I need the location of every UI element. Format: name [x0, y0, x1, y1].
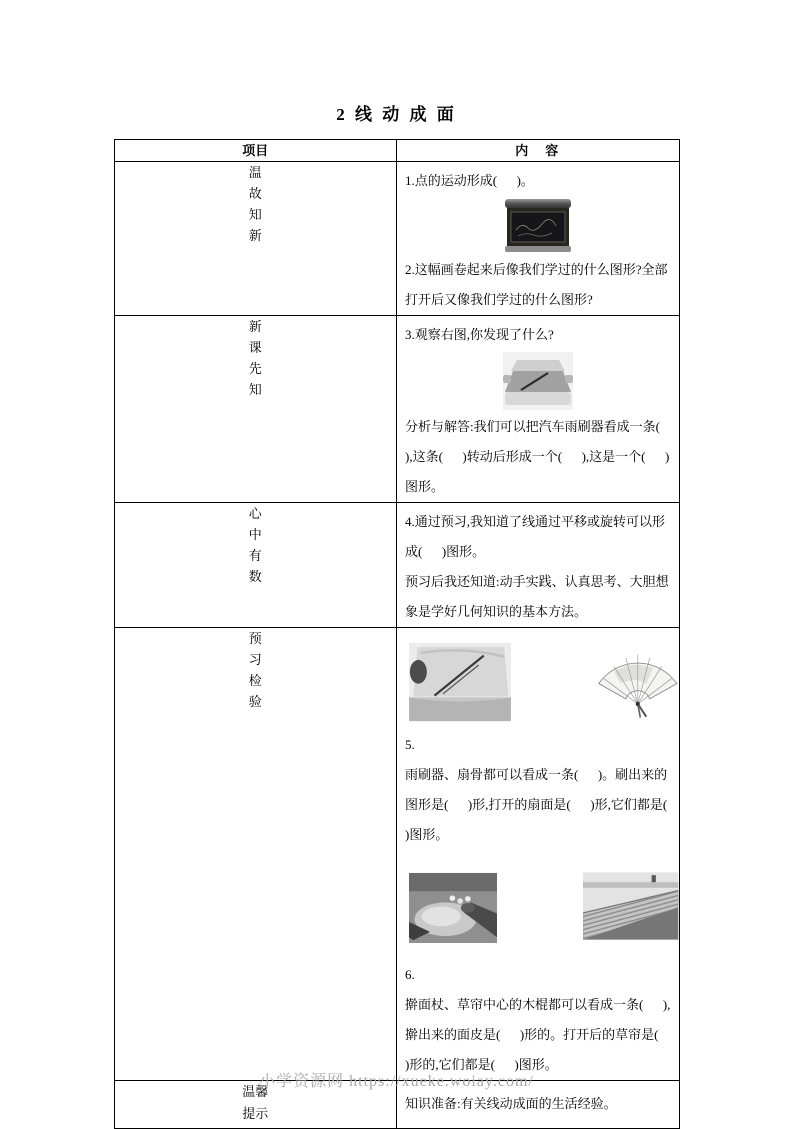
row-label-text: 温馨提示	[242, 1084, 269, 1121]
question-1-text: 1.点的运动形成( )。	[405, 173, 534, 188]
question-6-text: 擀面杖、草帘中心的木棍都可以看成一条( ),擀出来的面皮是( )形的。打开后的草帘是( )形的,它们都是( )图形。	[405, 997, 678, 1072]
check-images-row-2	[397, 850, 679, 960]
row-content-check	[397, 628, 687, 1081]
row-label-text: 温故知新	[248, 165, 262, 243]
table-row	[114, 628, 679, 1081]
question-6-number: 6.	[405, 967, 415, 982]
scroll-painting-icon	[504, 198, 572, 253]
table-row	[114, 503, 679, 628]
question-5-text: 雨刷器、扇骨都可以看成一条( )。刷出来的图形是( )形,打开的扇面是( )形,它们都是( )图形。	[405, 767, 687, 842]
header-content-cell: 内 容	[397, 140, 680, 162]
straw-curtain-icon	[583, 858, 678, 954]
question-4-text: 4.通过预习,我知道了线通过平移或旋转可以形成( )图形。	[405, 514, 666, 559]
row-label-check	[114, 628, 397, 1081]
table-header-row	[114, 140, 679, 162]
footer-watermark: 小学资源网 https://xueke.woiay.com/	[259, 1073, 534, 1090]
row-label-text: 心中有数	[248, 506, 262, 584]
row-label-newlesson	[114, 316, 397, 503]
row-content-review	[397, 162, 680, 316]
row-label-confidence	[114, 503, 397, 628]
tips-note-text: 知识准备:有关线动成面的生活经验。	[405, 1096, 617, 1111]
question-2-text: 2.这幅画卷起来后像我们学过的什么图形?全部打开后又像我们学过的什么图形?	[405, 262, 668, 307]
scroll-painting-image	[397, 198, 679, 253]
row-content-newlesson	[397, 316, 680, 503]
check-images-row-1	[397, 628, 679, 730]
windshield-wiper-closeup-icon	[409, 636, 511, 728]
header-item-cell: 项目	[114, 140, 397, 162]
table-row	[114, 316, 679, 503]
folding-fan-icon	[597, 636, 679, 726]
analysis-text: 分析与解答:我们可以把汽车雨刷器看成一条( ),这条( )转动后形成一个( ),这是一个( )图形。	[405, 419, 680, 494]
row-label-review	[114, 162, 397, 316]
table-row	[114, 162, 679, 316]
car-windshield-image	[397, 352, 679, 410]
row-label-text: 新课先知	[248, 319, 262, 397]
page-title: 2 线 动 成 面	[336, 105, 457, 124]
rolling-dough-icon	[409, 858, 497, 958]
row-content-confidence	[397, 503, 680, 628]
row-label-text: 预习检验	[248, 631, 262, 709]
confidence-note-text: 预习后我还知道:动手实践、认真思考、大胆想象是学好几何知识的基本方法。	[405, 574, 669, 619]
question-3-text: 3.观察右图,你发现了什么?	[405, 327, 554, 342]
car-windshield-icon	[503, 352, 573, 410]
question-5-number: 5.	[405, 737, 415, 752]
worksheet-table	[114, 139, 687, 1129]
